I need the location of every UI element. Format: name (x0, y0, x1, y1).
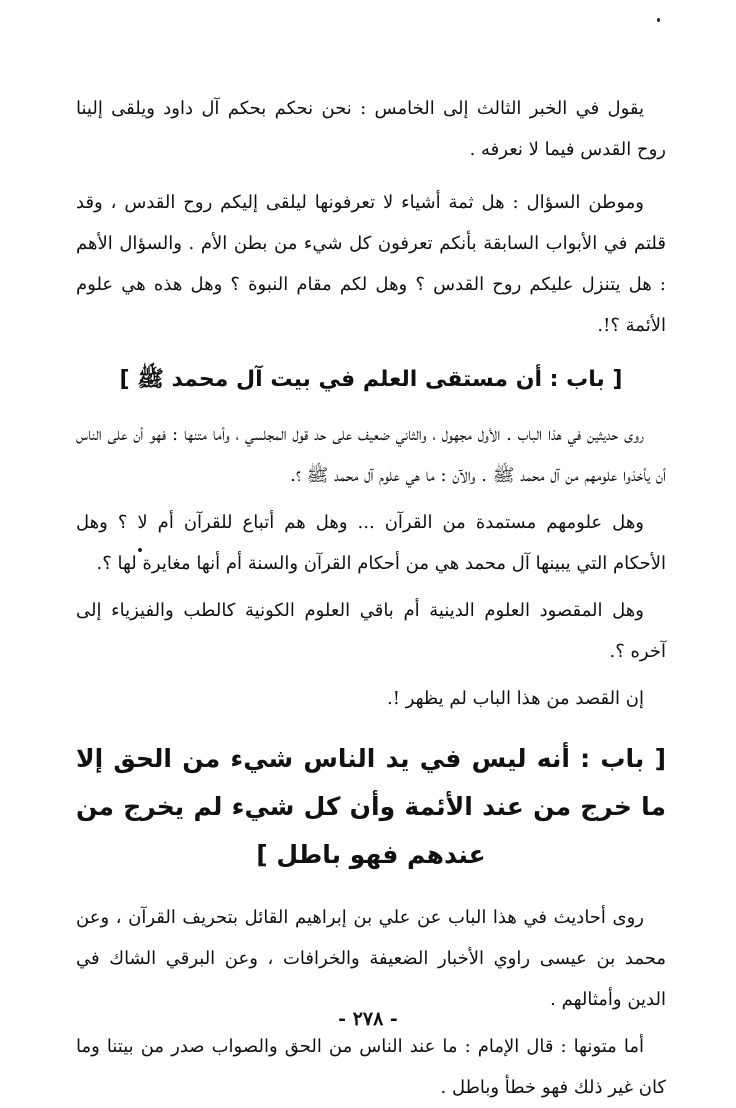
paragraph-section1-3: وهل المقصود العلوم الدينية أم باقي العلوم الكونية كالطب والفيزياء إلى آخره ؟. (76, 600, 666, 662)
scan-speck (657, 18, 660, 22)
chapter-heading-knowledge-source: [ باب : أن مستقى العلم في بيت آل محمد ﷺ ] (119, 367, 623, 392)
paragraph-intro-2: وموطن السؤال : هل ثمة أشياء لا تعرفونها ليلقى إليكم روح القدس ، وقد قلتم في الأبواب السابقة بأنكم تعرفون كل شيء من بطن الأم . والسؤال الأهم : هل يتنزل عليكم روح القدس ؟ وهل لكم مقام النبوة ؟ وهل هذه هي علوم الأئمة ؟!. (76, 192, 666, 336)
paragraph-intro-1: يقول في الخبر الثالث إلى الخامس : نحن نحكم بحكم آل داود ويلقى إلينا روح القدس فيما لا نعرفه . (76, 98, 666, 160)
page-body (76, 88, 666, 1108)
paragraph-section1-4: إن القصد من هذا الباب لم يظهر !. (387, 688, 644, 709)
paragraph-section2-2: أما متونها : قال الإمام : ما عند الناس من الحق والصواب صدر من بيتنا وما كان غير ذلك فهو خطأ وباطل . (76, 1036, 666, 1098)
page-number: - ٢٧٨ - (338, 1008, 398, 1030)
paragraph-section2-1: روى أحاديث في هذا الباب عن علي بن إبراهيم القائل بتحريف القرآن ، وعن محمد بن عيسى راوي الأخبار الضعيفة والخرافات ، وعن البرقي الشاك في الدين وأمثالهم . (76, 907, 666, 1010)
paragraph-section1-2: وهل علومهم مستمدة من القرآن ... وهل هم أتباع للقرآن أم لا ؟ وهل الأحكام التي يبينها آل محمد هي من أحكام القرآن والسنة أم أنها مغايرة لها ؟. (76, 512, 666, 574)
chapter-heading-truth-from-imams: [ باب : أنه ليس في يد الناس شيء من الحق إلا ما خرج من عند الأئمة وأن كل شيء لم يخرج من عندهم فهو باطل ] (76, 744, 666, 869)
paragraph-section1-1: روى حديثين في هذا الباب . الأول مجهول ، والثاني ضعيف على حد قول المجلسي ، وأما متنها : فهو أن على الناس أن يأخذوا علومهم من آل محمد ﷺ . والآن : ما هي علوم آل محمد ﷺ ؟. (76, 424, 666, 486)
